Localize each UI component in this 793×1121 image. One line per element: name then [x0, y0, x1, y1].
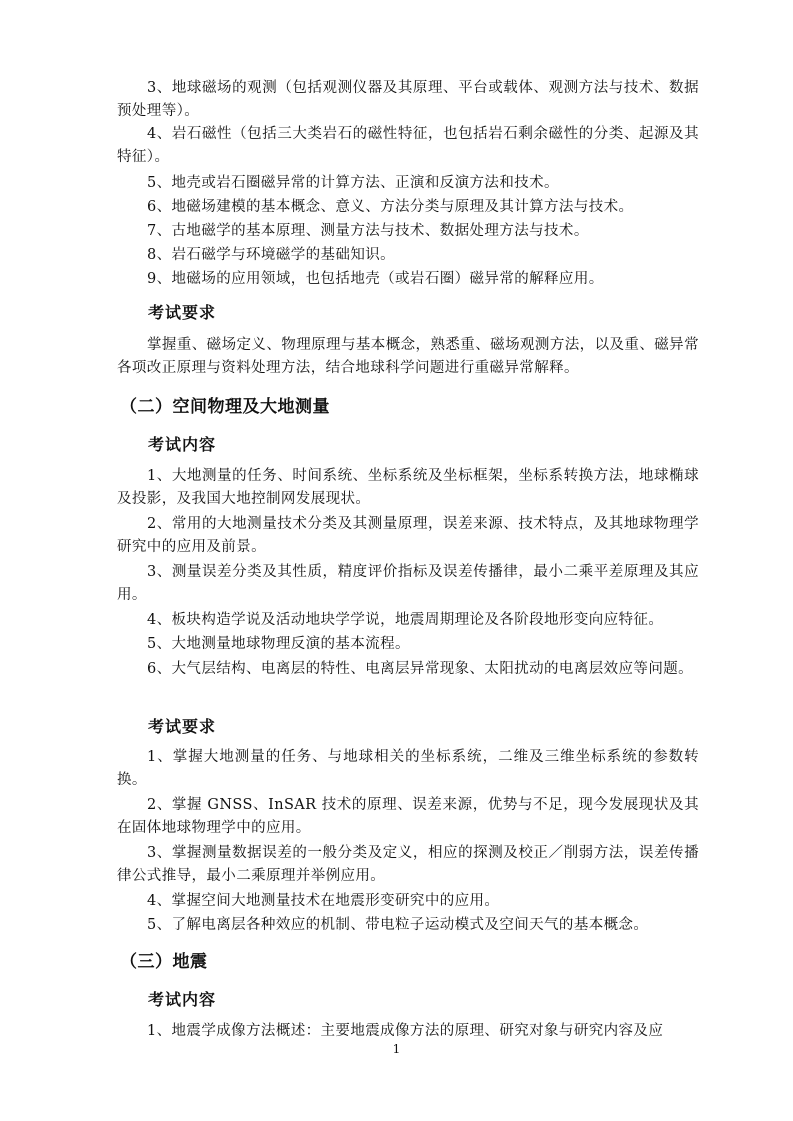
section-title: （二）空间物理及大地测量 [120, 397, 330, 417]
list-item: 3、掌握测量数据误差的一般分类及定义，相应的探测及校正／削弱方法，误差传播律公式推导，最小二乘原理并举例应用。 [117, 845, 699, 884]
section-title: （三）地震 [120, 952, 208, 972]
list-item: 1、地震学成像方法概述：主要地震成像方法的原理、研究对象与研究内容及应 [147, 1023, 664, 1039]
list-item: 5、了解电离层各种效应的机制、带电粒子运动模式及空间天气的基本概念。 [147, 917, 649, 933]
exam-content-heading: 考试内容 [148, 990, 217, 1009]
list-item: 8、岩石磁学与环境磁学的基础知识。 [147, 247, 396, 263]
list-item: 2、掌握 GNSS、InSAR 技术的原理、误差来源，优势与不足，现今发展现状及其在固体地球物理学中的应用。 [117, 797, 699, 836]
list-item: 3、测量误差分类及其性质，精度评价指标及误差传播律，最小二乘平差原理及其应用。 [117, 564, 699, 603]
list-item: 6、大气层结构、电离层的特性、电离层异常现象、太阳扰动的电离层效应等问题。 [147, 661, 694, 677]
exam-requirements-heading: 考试要求 [148, 303, 217, 322]
paragraph: 掌握重、磁场定义、物理原理与基本概念，熟悉重、磁场观测方法，以及重、磁异常各项改正原理与资料处理方法，结合地球科学问题进行重磁异常解释。 [117, 337, 699, 376]
list-item: 1、大地测量的任务、时间系统、坐标系统及坐标框架，坐标系转换方法，地球椭球及投影，及我国大地控制网发展现状。 [117, 468, 699, 507]
list-item: 7、古地磁学的基本原理、测量方法与技术、数据处理方法与技术。 [147, 223, 589, 239]
list-item: 4、掌握空间大地测量技术在地震形变研究中的应用。 [147, 893, 500, 909]
exam-requirements-heading: 考试要求 [148, 717, 217, 736]
list-item: 4、板块构造学说及活动地块学学说，地震周期理论及各阶段地形变向应特征。 [147, 612, 664, 628]
list-item: 3、地球磁场的观测（包括观测仪器及其原理、平台或载体、观测方法与技术、数据预处理等）。 [117, 80, 699, 119]
list-item: 5、大地测量地球物理反演的基本流程。 [147, 636, 410, 652]
exam-content-heading: 考试内容 [148, 435, 217, 454]
list-item: 5、地壳或岩石圈磁异常的计算方法、正演和反演方法和技术。 [147, 175, 559, 191]
list-item: 1、掌握大地测量的任务、与地球相关的坐标系统，二维及三维坐标系统的参数转换。 [117, 749, 699, 788]
list-item: 2、常用的大地测量技术分类及其测量原理，误差来源、技术特点，及其地球物理学研究中的应用及前景。 [117, 516, 699, 555]
list-item: 4、岩石磁性（包括三大类岩石的磁性特征，也包括岩石剩余磁性的分类、起源及其特征）。 [117, 126, 699, 165]
list-item: 6、地磁场建模的基本概念、意义、方法分类与原理及其计算方法与技术。 [147, 199, 634, 215]
list-item: 9、地磁场的应用领域，也包括地壳（或岩石圈）磁异常的解释应用。 [147, 271, 604, 287]
page-number: 1 [392, 1042, 401, 1056]
